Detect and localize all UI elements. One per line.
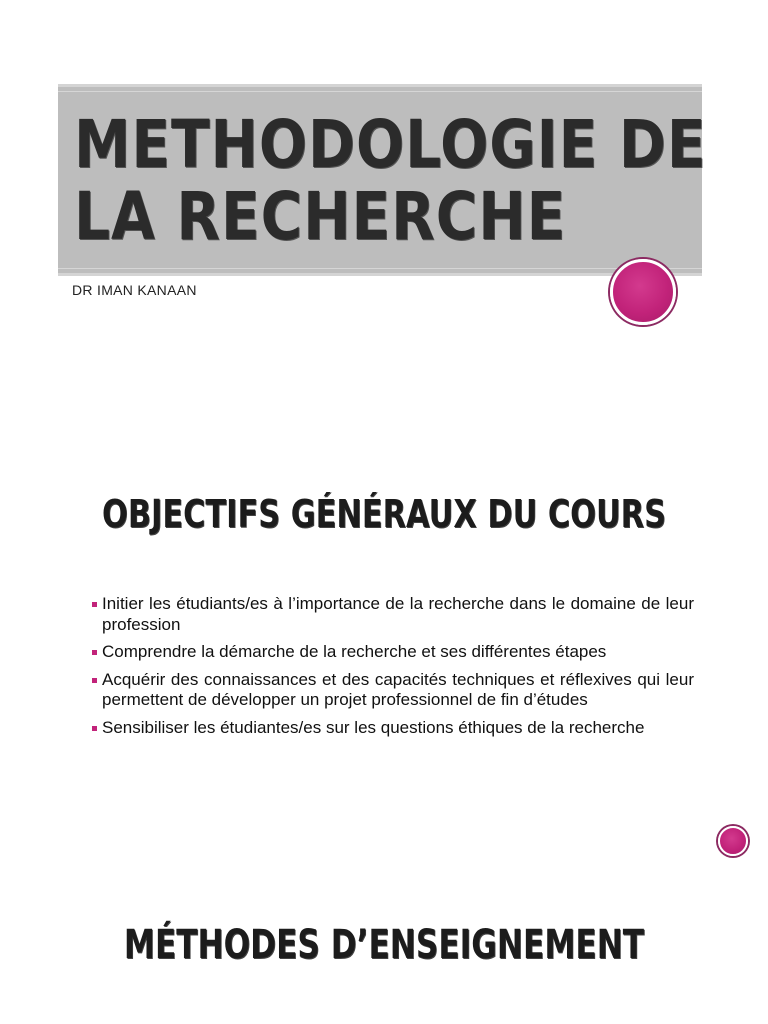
list-item-text: Acquérir des connaissances et des capacités techniques et réflexives qui leur permettent de développer un projet professionnel de fin d’études xyxy=(102,669,694,709)
list-item-text: Initier les étudiants/es à l’importance de la recherche dans le domaine de leur profession xyxy=(102,594,694,634)
list-item xyxy=(90,594,694,635)
methods-heading: MÉTHODES D’ENSEIGNEMENT xyxy=(123,922,645,968)
bullet-icon xyxy=(92,650,97,655)
decorative-circle-large xyxy=(610,259,676,325)
decorative-circle-small xyxy=(718,826,748,856)
objectives-heading: OBJECTIFS GÉNÉRAUX DU COURS xyxy=(102,492,666,536)
bullet-icon xyxy=(92,678,97,683)
document-title xyxy=(74,106,707,255)
objectives-list xyxy=(90,594,694,745)
title-line-2: LA RECHERCHE xyxy=(74,178,567,255)
bullet-icon xyxy=(92,726,97,731)
list-item xyxy=(90,670,694,711)
title-band xyxy=(58,84,707,276)
list-item xyxy=(90,642,694,663)
list-item-text: Comprendre la démarche de la recherche et ses différentes étapes xyxy=(102,642,607,661)
title-line-1: METHODOLOGIE DE xyxy=(74,106,707,183)
list-item xyxy=(90,718,694,739)
author-name: DR IMAN KANAAN xyxy=(72,282,197,298)
bullet-icon xyxy=(92,602,97,607)
list-item-text: Sensibiliser les étudiantes/es sur les questions éthiques de la recherche xyxy=(102,717,645,737)
